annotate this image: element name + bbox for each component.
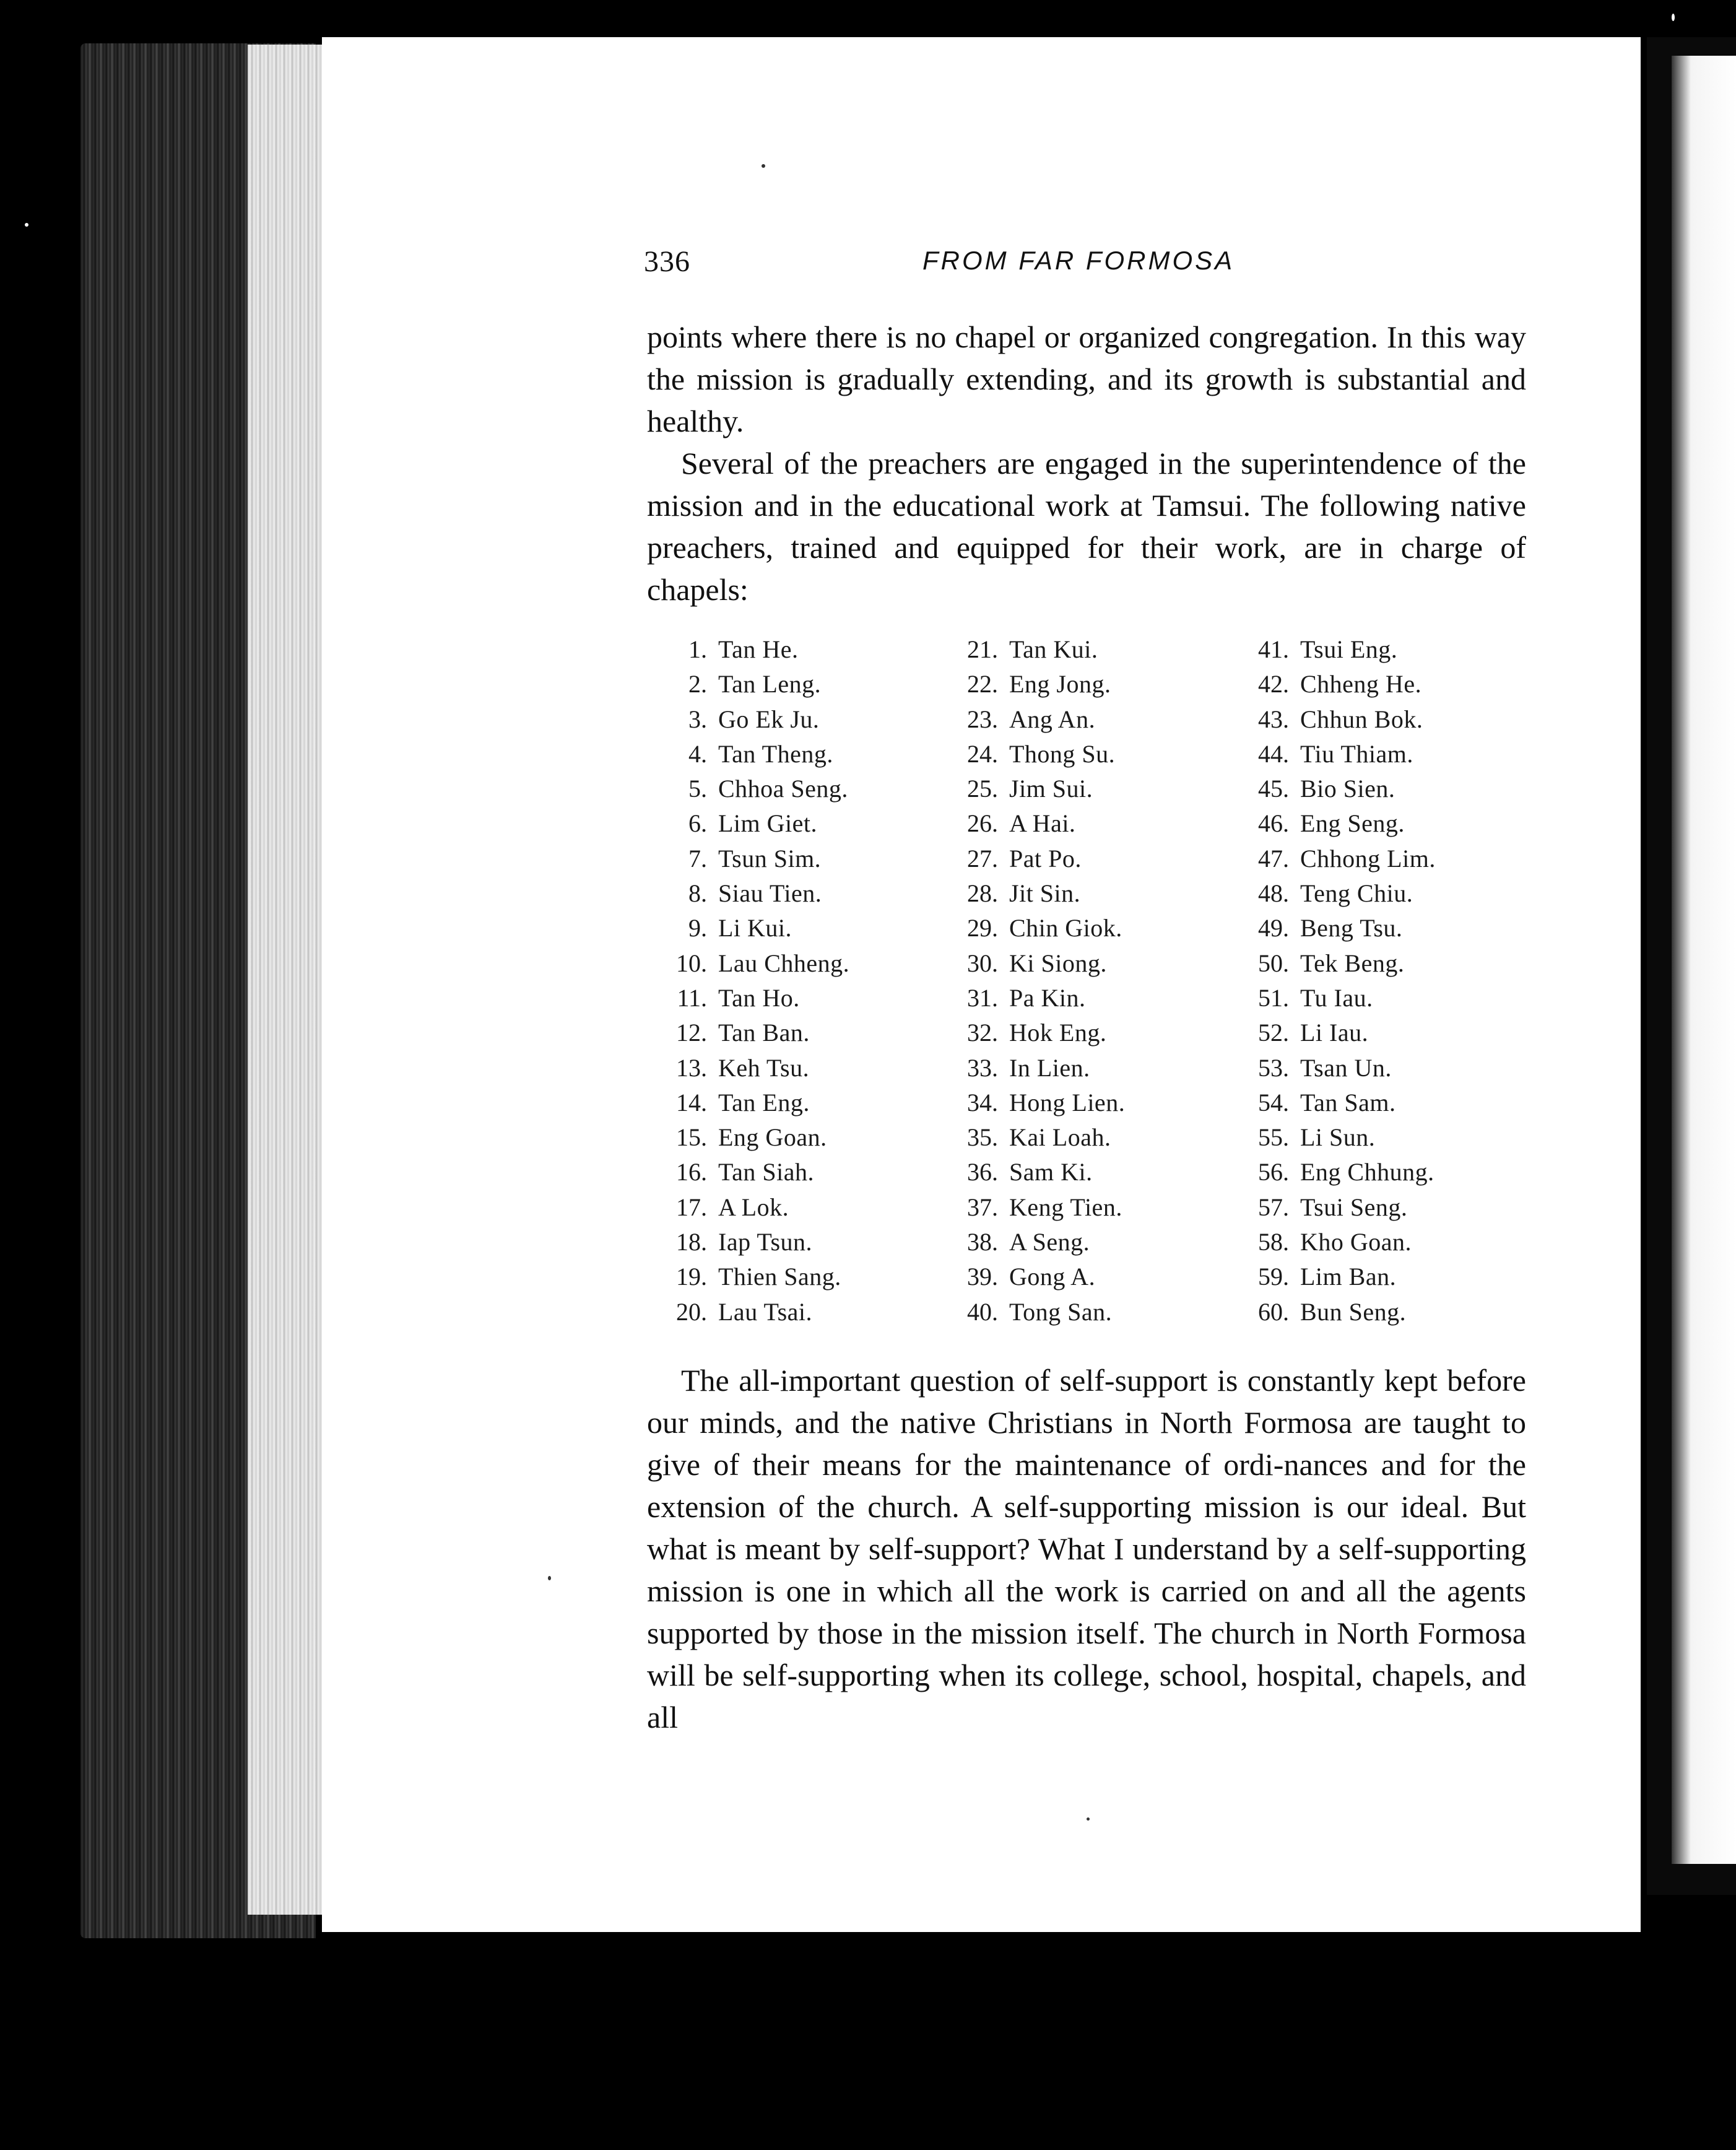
preacher-name: Sam Ki.: [1009, 1158, 1093, 1186]
preacher-number: 38.: [967, 1228, 998, 1256]
preacher-number: 49.: [1258, 914, 1289, 942]
scan-speck: [548, 1576, 551, 1580]
preacher-name: Ang An.: [1009, 705, 1096, 733]
preacher-name: Gong A.: [1009, 1263, 1096, 1291]
preacher-number: 36.: [967, 1158, 998, 1186]
preacher-entry: [656, 1297, 947, 1332]
preacher-number: 41.: [1258, 635, 1289, 663]
preacher-entry: [1238, 1088, 1511, 1123]
preacher-number: 33.: [967, 1053, 998, 1082]
preacher-name: Tiu Thiam.: [1300, 739, 1413, 768]
preacher-number: 4.: [688, 739, 707, 768]
preacher-name: Pat Po.: [1009, 844, 1082, 873]
preacher-number: 53.: [1258, 1053, 1289, 1082]
preacher-number: 40.: [967, 1297, 998, 1326]
preacher-entry: [947, 879, 1238, 913]
preacher-number: 8.: [688, 879, 707, 908]
preacher-entry: [656, 1227, 947, 1262]
preacher-entry: [947, 1193, 1238, 1227]
preacher-entry: [947, 983, 1238, 1018]
preacher-number: 16.: [676, 1158, 707, 1186]
preacher-entry: [1238, 739, 1511, 774]
preacher-number: 7.: [688, 844, 707, 873]
preacher-name: Beng Tsu.: [1300, 914, 1403, 942]
preacher-number: 37.: [967, 1193, 998, 1221]
preacher-name: Siau Tien.: [718, 879, 822, 908]
preacher-number: 46.: [1258, 809, 1289, 838]
preacher-name: Tsan Un.: [1300, 1053, 1392, 1082]
preacher-name: Bun Seng.: [1300, 1297, 1407, 1326]
preacher-name: Thien Sang.: [718, 1263, 841, 1291]
preacher-entry: [656, 705, 947, 739]
preacher-name: Ki Siong.: [1009, 949, 1107, 977]
page-number: 336: [644, 245, 690, 278]
preacher-name: Tan Ban.: [718, 1019, 810, 1047]
preacher-name: Eng Jong.: [1009, 670, 1111, 699]
preacher-entry: [947, 1088, 1238, 1123]
preacher-number: 27.: [967, 844, 998, 873]
preacher-number: 58.: [1258, 1228, 1289, 1256]
preacher-name: Kai Loah.: [1009, 1123, 1111, 1152]
preacher-entry: [1238, 1123, 1511, 1157]
scan-speck: [25, 223, 28, 227]
preacher-number: 3.: [688, 705, 707, 733]
preacher-name: Iap Tsun.: [718, 1228, 813, 1256]
preachers-list: [656, 635, 1511, 1341]
preacher-number: 34.: [967, 1088, 998, 1116]
preacher-entry: [947, 1123, 1238, 1157]
preacher-entry: [947, 913, 1238, 948]
preacher-entry: [947, 774, 1238, 809]
preacher-entry: [1238, 809, 1511, 843]
preacher-number: 13.: [676, 1053, 707, 1082]
preacher-number: 10.: [676, 949, 707, 977]
preacher-name: Tan Ho.: [718, 983, 800, 1012]
preacher-number: 18.: [676, 1228, 707, 1256]
preacher-name: Teng Chiu.: [1300, 879, 1413, 908]
preacher-entry: [1238, 774, 1511, 809]
preacher-number: 23.: [967, 705, 998, 733]
preacher-name: Keh Tsu.: [718, 1053, 810, 1082]
preacher-entry: [656, 1053, 947, 1088]
preacher-number: 1.: [688, 635, 707, 663]
book-title: FROM FAR FORMOSA: [922, 246, 1235, 275]
preacher-number: 20.: [676, 1297, 707, 1326]
paragraph-self-support: The all-important question of self-support is constantly kept before our minds, and the native Christians in North Formosa are taught to give of their means for the maintenance of ordi-nances and for the extension of the church. A self-supporting mission is our ideal. But what is meant by self-support? What I understand by a self-supporting mission is one in which all the work is carried on and all the agents supported by those in the mission itself. The church in North Formosa will be self-supporting when its college, school, hospital, chapels, and all: [647, 1363, 1526, 1734]
preacher-number: 59.: [1258, 1263, 1289, 1291]
preacher-name: Lau Tsai.: [718, 1297, 813, 1326]
preacher-name: Eng Goan.: [718, 1123, 827, 1152]
preacher-entry: [1238, 879, 1511, 913]
preacher-entry: [656, 669, 947, 704]
preacher-name: Tsun Sim.: [718, 844, 822, 873]
preacher-number: 60.: [1258, 1297, 1289, 1326]
preacher-number: 42.: [1258, 670, 1289, 699]
preacher-number: 31.: [967, 983, 998, 1012]
preacher-name: Tong San.: [1009, 1297, 1113, 1326]
preacher-name: Li Sun.: [1300, 1123, 1376, 1152]
preacher-entry: [656, 739, 947, 774]
preacher-entry: [656, 774, 947, 809]
scan-speck: [520, 1901, 523, 1904]
preacher-entry: [656, 879, 947, 913]
preacher-number: 26.: [967, 809, 998, 838]
preacher-entry: [947, 705, 1238, 739]
preacher-entry: [947, 1262, 1238, 1297]
preacher-name: Eng Seng.: [1300, 809, 1405, 838]
preacher-number: 11.: [677, 983, 707, 1012]
preacher-name: Tan Leng.: [718, 670, 822, 699]
preacher-entry: [947, 635, 1238, 669]
preacher-name: Tsui Eng.: [1300, 635, 1398, 663]
preacher-number: 25.: [967, 775, 998, 803]
preacher-number: 57.: [1258, 1193, 1289, 1221]
facing-page-edge: [1672, 56, 1736, 1864]
preacher-entry: [1238, 1193, 1511, 1227]
preacher-entry: [1238, 1297, 1511, 1332]
preacher-name: Chin Giok.: [1009, 914, 1122, 942]
preacher-number: 43.: [1258, 705, 1289, 733]
preacher-entry: [1238, 1157, 1511, 1192]
preacher-entry: [1238, 1053, 1511, 1088]
preacher-entry: [1238, 983, 1511, 1018]
scan-speck: [1672, 14, 1675, 21]
preacher-number: 51.: [1258, 983, 1289, 1012]
preacher-entry: [947, 1297, 1238, 1332]
preacher-name: Tu Iau.: [1300, 983, 1373, 1012]
preacher-entry: [656, 635, 947, 669]
preacher-number: 28.: [967, 879, 998, 908]
preacher-number: 21.: [967, 635, 998, 663]
preacher-number: 52.: [1258, 1019, 1289, 1047]
preacher-entry: [656, 1088, 947, 1123]
preacher-name: Hong Lien.: [1009, 1088, 1126, 1116]
scan-speck: [1087, 1817, 1090, 1821]
preacher-name: Li Kui.: [718, 914, 792, 942]
preacher-number: 50.: [1258, 949, 1289, 977]
preacher-entry: [1238, 1018, 1511, 1053]
preacher-entry: [947, 669, 1238, 704]
preacher-name: Chhong Lim.: [1300, 844, 1436, 873]
preacher-number: 2.: [688, 670, 707, 699]
preacher-name: A Lok.: [718, 1193, 789, 1221]
preacher-number: 17.: [676, 1193, 707, 1221]
paragraph-preachers-intro: Several of the preachers are engaged in the superintendence of the mission and in the educational work at Tamsui. The following native preachers, trained and equipped for their work, are in charge of chapels:: [647, 446, 1526, 607]
preacher-entry: [947, 1227, 1238, 1262]
preacher-number: 22.: [967, 670, 998, 699]
scan-speck: [762, 164, 765, 168]
preacher-number: 19.: [676, 1263, 707, 1291]
preacher-number: 14.: [676, 1088, 707, 1116]
preacher-entry: [1238, 705, 1511, 739]
paragraph-continued: points where there is no chapel or organized congregation. In this way the mission is gradually extending, and its growth is substantial and healthy.: [647, 320, 1526, 438]
preacher-name: Keng Tien.: [1009, 1193, 1122, 1221]
preacher-name: Lim Ban.: [1300, 1263, 1397, 1291]
preacher-name: Tan Theng.: [718, 739, 833, 768]
preacher-name: Tan Siah.: [718, 1158, 815, 1186]
preacher-number: 54.: [1258, 1088, 1289, 1116]
preacher-entry: [947, 1018, 1238, 1053]
preacher-entry: [947, 1053, 1238, 1088]
preacher-name: Chhoa Seng.: [718, 775, 848, 803]
preacher-entry: [656, 913, 947, 948]
preacher-name: Tan Kui.: [1009, 635, 1098, 663]
preacher-entry: [1238, 949, 1511, 983]
preacher-entry: [1238, 844, 1511, 879]
preacher-entry: [947, 844, 1238, 879]
running-head: [644, 245, 1263, 288]
preacher-name: Lim Giet.: [718, 809, 818, 838]
preacher-number: 12.: [676, 1019, 707, 1047]
preacher-number: 9.: [688, 914, 707, 942]
preacher-number: 6.: [688, 809, 707, 838]
preacher-number: 47.: [1258, 844, 1289, 873]
preacher-name: Lau Chheng.: [718, 949, 850, 977]
preacher-name: Jit Sin.: [1009, 879, 1081, 908]
preacher-name: Thong Su.: [1009, 739, 1116, 768]
preacher-entry: [1238, 635, 1511, 669]
preacher-entry: [1238, 1227, 1511, 1262]
preacher-entry: [656, 983, 947, 1018]
preacher-name: Kho Goan.: [1300, 1228, 1412, 1256]
preacher-name: Chheng He.: [1300, 670, 1422, 699]
preacher-entry: [947, 949, 1238, 983]
preacher-number: 45.: [1258, 775, 1289, 803]
preacher-entry: [947, 1157, 1238, 1192]
preacher-number: 29.: [967, 914, 998, 942]
preacher-name: Hok Eng.: [1009, 1019, 1107, 1047]
preacher-entry: [1238, 669, 1511, 704]
preacher-number: 35.: [967, 1123, 998, 1152]
preacher-name: Li Iau.: [1300, 1019, 1369, 1047]
preacher-name: Tsui Seng.: [1300, 1193, 1408, 1221]
preacher-name: Jim Sui.: [1009, 775, 1093, 803]
preacher-name: Pa Kin.: [1009, 983, 1086, 1012]
preacher-entry: [656, 1018, 947, 1053]
preacher-number: 24.: [967, 739, 998, 768]
preacher-number: 39.: [967, 1263, 998, 1291]
preacher-name: Tek Beng.: [1300, 949, 1405, 977]
preacher-entry: [656, 1157, 947, 1192]
preacher-name: Go Ek Ju.: [718, 705, 820, 733]
preacher-number: 5.: [688, 775, 707, 803]
preacher-number: 55.: [1258, 1123, 1289, 1152]
preacher-entry: [656, 1123, 947, 1157]
preacher-name: A Hai.: [1009, 809, 1076, 838]
preacher-name: Chhun Bok.: [1300, 705, 1423, 733]
preacher-number: 44.: [1258, 739, 1289, 768]
preacher-number: 30.: [967, 949, 998, 977]
preacher-entry: [947, 809, 1238, 843]
preacher-entry: [656, 1262, 947, 1297]
preacher-entry: [1238, 913, 1511, 948]
preacher-entry: [656, 844, 947, 879]
preacher-number: 15.: [676, 1123, 707, 1152]
preacher-name: Tan Eng.: [718, 1088, 810, 1116]
preacher-entry: [656, 1193, 947, 1227]
preacher-number: 32.: [967, 1019, 998, 1047]
preacher-entry: [656, 949, 947, 983]
preacher-name: Tan Sam.: [1300, 1088, 1396, 1116]
page-stack-light-edge: [248, 45, 328, 1915]
preacher-number: 56.: [1258, 1158, 1289, 1186]
preacher-name: In Lien.: [1009, 1053, 1090, 1082]
preacher-entry: [1238, 1262, 1511, 1297]
preacher-name: Tan He.: [718, 635, 799, 663]
preacher-name: Bio Sien.: [1300, 775, 1395, 803]
preacher-name: Eng Chhung.: [1300, 1158, 1434, 1186]
preacher-name: A Seng.: [1009, 1228, 1090, 1256]
preacher-number: 48.: [1258, 879, 1289, 908]
preacher-entry: [656, 809, 947, 843]
preacher-entry: [947, 739, 1238, 774]
